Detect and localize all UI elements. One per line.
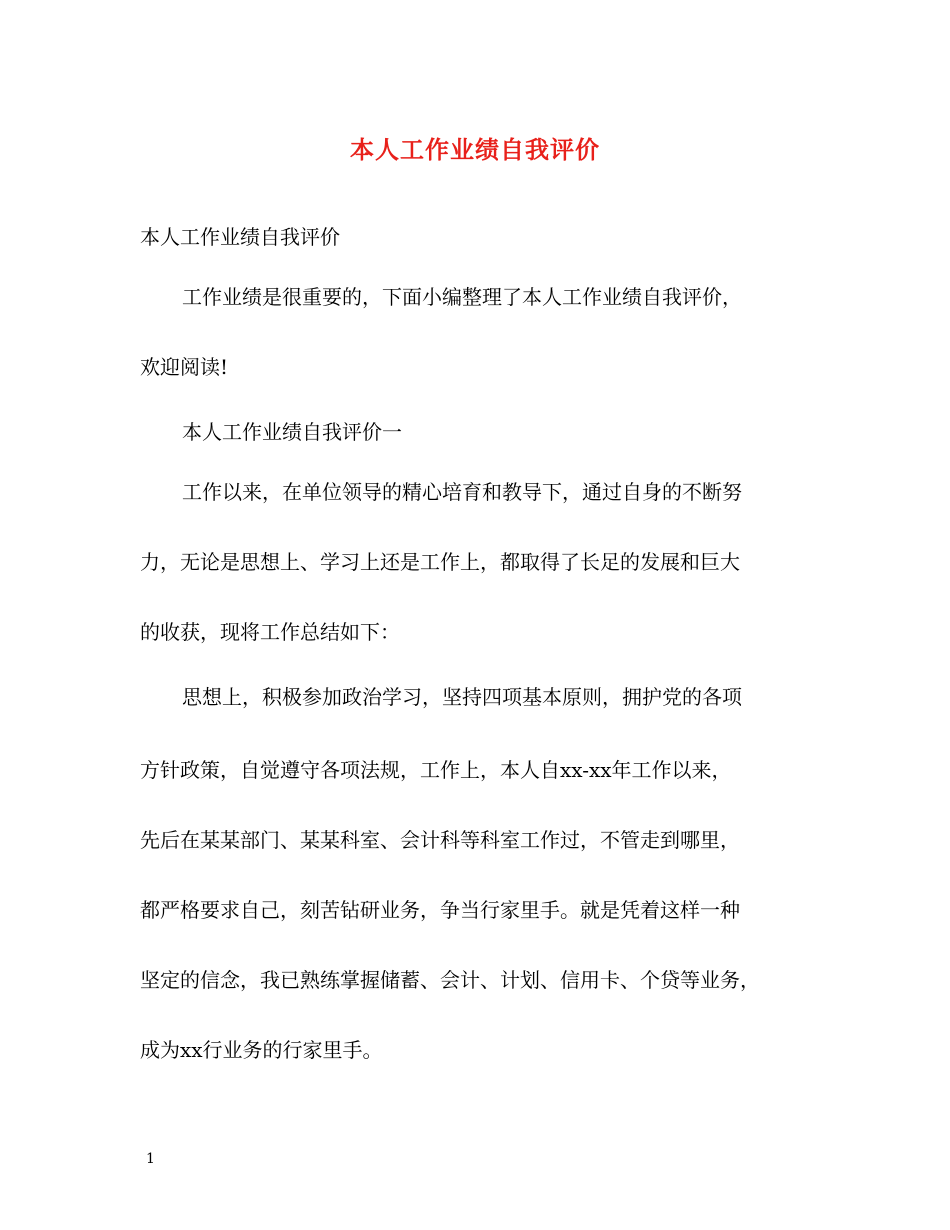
body-line-subtitle: 本人工作业绩自我评价 (140, 225, 340, 249)
body-line: 坚定的信念，我已熟练掌握储蓄、会计、计划、信用卡、个贷等业务， (140, 968, 760, 992)
section-heading: 本人工作业绩自我评价一 (182, 420, 402, 444)
body-line-intro-cont: 欢迎阅读! (140, 355, 229, 379)
body-line: 方针政策，自觉遵守各项法规，工作上，本人自xx-xx年工作以来， (140, 758, 732, 782)
body-line: 先后在某某部门、某某科室、会计科等科室工作过，不管走到哪里， (140, 828, 740, 852)
document-title: 本人工作业绩自我评价 (350, 135, 600, 164)
body-line: 思想上，积极参加政治学习，坚持四项基本原则，拥护党的各项 (182, 685, 742, 709)
body-line: 成为xx行业务的行家里手。 (140, 1038, 383, 1062)
page-number: 1 (146, 1151, 155, 1167)
body-line: 力，无论是思想上、学习上还是工作上，都取得了长足的发展和巨大 (140, 550, 740, 574)
body-line-intro: 工作业绩是很重要的，下面小编整理了本人工作业绩自我评价， (182, 285, 742, 309)
body-line: 都严格要求自己，刻苦钻研业务，争当行家里手。就是凭着这样一种 (140, 898, 740, 922)
body-line: 的收获，现将工作总结如下： (140, 620, 400, 644)
body-line: 工作以来，在单位领导的精心培育和教导下，通过自身的不断努 (182, 480, 742, 504)
